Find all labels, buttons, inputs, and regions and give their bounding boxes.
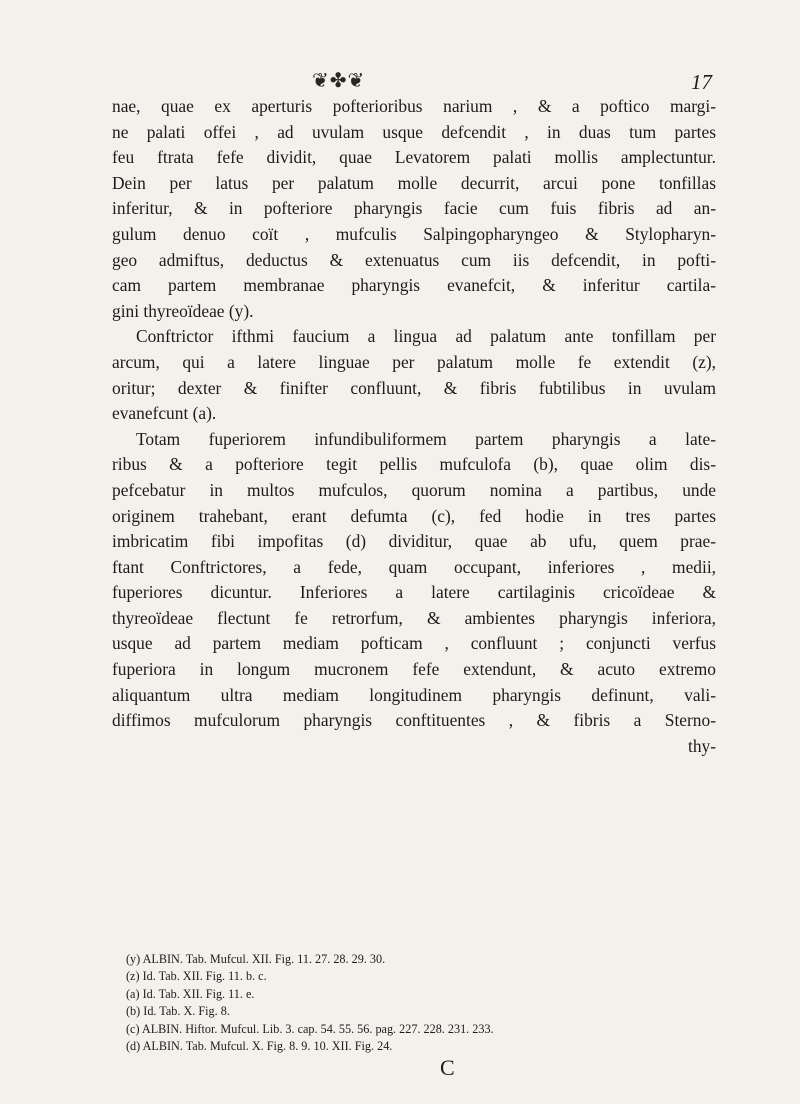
text-line: Totam fuperiorem infundibuliformem partem pharyngis a late- [136,428,716,449]
footnote: (z) Id. Tab. XII. Fig. 11. b. c. [126,969,267,984]
footnote: (b) Id. Tab. X. Fig. 8. [126,1004,230,1019]
footnotes [126,951,716,1055]
text-line: pefcebatur in multos mufculos, quorum nomina a partibus, unde [112,479,716,500]
body-text [112,94,716,759]
text-line: Conftrictor ifthmi faucium a lingua ad palatum ante tonfillam per [136,326,716,347]
text-line: ribus & a pofteriore tegit pellis mufculofa (b), quae olim dis- [112,454,716,475]
text-line: usque ad partem mediam pofticam , confluunt ; conjuncti verfus [112,633,716,654]
footnote: (a) Id. Tab. XII. Fig. 11. e. [126,986,255,1001]
footnote: (c) ALBIN. Hiftor. Mufcul. Lib. 3. cap. 54. 55. 56. pag. 227. 228. 231. 233. [126,1021,494,1036]
text-line: nae, quae ex aperturis pofterioribus narium , & a poftico margi- [112,96,716,116]
text-line: fuperiores dicuntur. Inferiores a latere cartilaginis cricoïdeae & [112,582,716,603]
text-line: cam partem membranae pharyngis evanefcit, & inferitur cartila- [112,275,716,296]
signature-mark: C [440,1055,455,1080]
text-line: aliquantum ultra mediam longitudinem pharyngis definunt, vali- [112,684,716,705]
text-line: diffimos mufculorum pharyngis conftituentes , & fibris a Sterno- [112,710,716,731]
text-line: evanefcunt (a). [112,403,217,424]
page-number: 17 [691,70,712,94]
text-line: oritur; dexter & finifter confluunt, & fibris fubtilibus in uvulam [112,377,716,398]
text-line: feu ftrata fefe dividit, quae Levatorem palati mollis amplectuntur. [112,147,716,168]
ornament-icon: ❦✤❦ [312,70,366,92]
text-line: originem trahebant, erant defumta (c), fed hodie in tres partes [112,505,716,526]
text-line: Dein per latus per palatum molle decurrit, arcui pone tonfillas [112,172,716,193]
footnote: (y) ALBIN. Tab. Mufcul. XII. Fig. 11. 27. 28. 29. 30. [126,952,386,966]
catchword: thy- [687,735,716,756]
text-line: ne palati offei , ad uvulam usque defcendit , in duas tum partes [112,121,716,142]
text-line: inferitur, & in pofteriore pharyngis facie cum fuis fibris ad an- [112,198,716,219]
text-line: thyreoïdeae flectunt fe retrorfum, & ambientes pharyngis inferiora, [112,607,716,628]
text-line: fuperiora in longum mucronem fefe extendunt, & acuto extremo [112,659,716,680]
text-line: ftant Conftrictores, a fede, quam occupant, inferiores , medii, [112,556,716,577]
text-line: arcum, qui a latere linguae per palatum molle fe extendit (z), [112,351,716,372]
text-line: gulum denuo coït , mufculis Salpingopharyngeo & Stylopharyn- [112,223,716,244]
footnote: (d) ALBIN. Tab. Mufcul. X. Fig. 8. 9. 10. XII. Fig. 24. [126,1039,393,1054]
text-line: imbricatim fibi impofitas (d) dividitur, quae ab ufu, quem prae- [112,531,716,552]
text-line: gini thyreoïdeae (y). [112,300,254,321]
text-line: geo admiftus, deductus & extenuatus cum iis defcendit, in pofti- [112,249,716,270]
